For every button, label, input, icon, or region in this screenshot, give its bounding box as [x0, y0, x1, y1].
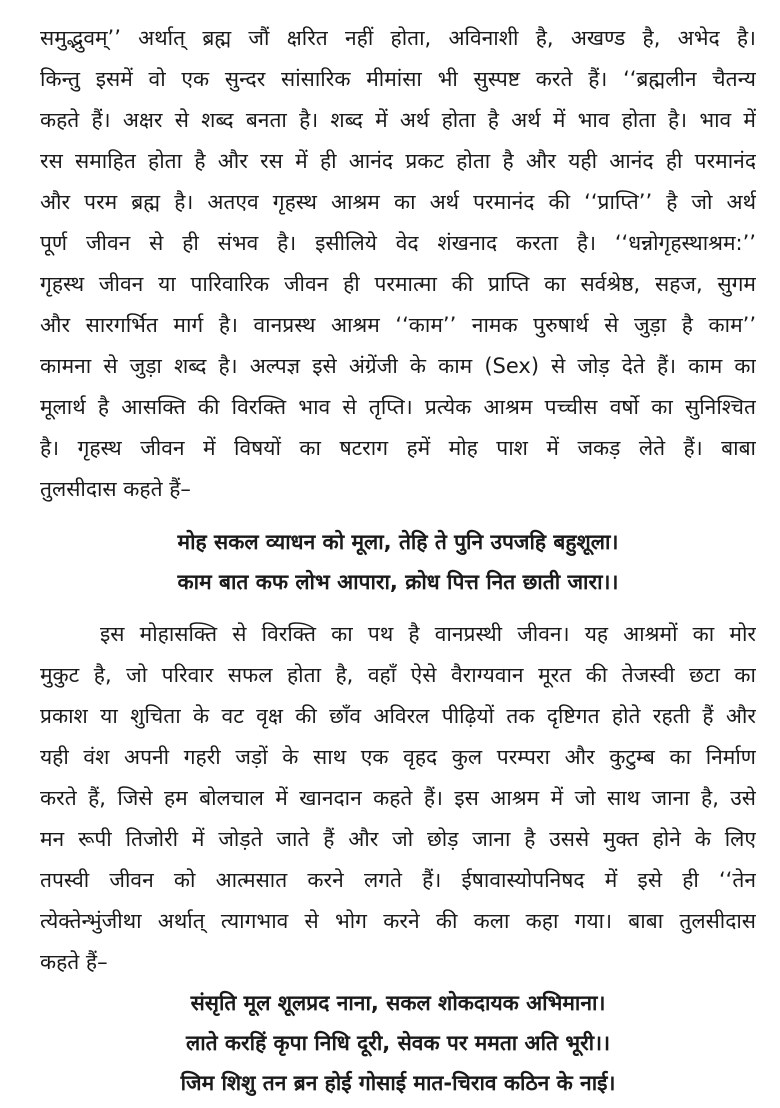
verse-line: संसृति मूल शूलप्रद नाना, सकल शोकदायक अभिमाना।	[190, 991, 606, 1015]
text-line: मूलार्थ है आसक्ति की विरक्ति भाव से तृप्ति। प्रत्येक आश्रम पच्चीस वर्षो का सुनिश्चित	[40, 395, 756, 419]
verse-line: जिम शिशु तन ब्रन होई गोसाई मात-चिराव कठिन के नाई।	[180, 1071, 616, 1095]
verse-block-1	[40, 522, 756, 602]
text-line: मन रूपी तिजोरी में जोड़ते जाते हैं और जो छोड़ जाना है उससे मुक्त होने के लिए	[40, 827, 756, 851]
text-line: और परम ब्रह्म है। अतएव गृहस्थ आश्रम का अर्थ परमानंद की ‘‘प्राप्ति’’ है जो अर्थ	[40, 190, 756, 214]
verse-line: लाते करहिं कृपा निधि दूरी, सेवक पर ममता अति भूरी।।	[185, 1031, 611, 1055]
text-line: गृहस्थ जीवन या पारिवारिक जीवन ही परमात्मा की प्राप्ति का सर्वश्रेष्ठ, सहज, सुगम	[40, 272, 756, 296]
document-page	[40, 18, 756, 1103]
text-line: तपस्वी जीवन को आत्मसात करने लगते हैं। ईषावास्योपनिषद में इसे ही ‘‘तेन	[40, 868, 756, 892]
text-line: और सारगर्भित मार्ग है। वानप्रस्थ आश्रम ‘‘काम’’ नामक पुरुषार्थ से जुड़ा है काम’’	[40, 313, 756, 337]
text-line: कहते हैं। अक्षर से शब्द बनता है। शब्द में अर्थ होता है अर्थ में भाव होता है। भाव में	[40, 108, 756, 132]
text-line: रस समाहित होता है और रस में ही आनंद प्रकट होता है और यही आनंद ही परमानंद	[40, 149, 756, 173]
text-line: मुकुट है, जो परिवार सफल होता है, वहाँ ऐसे वैराग्यवान मूरत की तेजस्वी छटा का	[40, 663, 756, 687]
text-line: है। गृहस्थ जीवन में विषयों का षटराग हमें मोह पाश में जकड़ लेते हैं। बाबा	[40, 436, 756, 460]
text-line: कहते हैं–	[40, 950, 108, 974]
text-line: यही वंश अपनी गहरी जड़ों के साथ एक वृहद कुल परम्परा और कुटुम्ब का निर्माण	[40, 745, 756, 769]
paragraph-1	[40, 18, 756, 510]
text-line: पूर्ण जीवन से ही संभव है। इसीलिये वेद शंखनाद करता है। ‘‘धन्नोगृहस्थाश्रम:’’	[40, 231, 756, 255]
paragraph-2	[40, 614, 756, 983]
text-line: समुद्भुवम्’’ अर्थात् ब्रह्म जौं क्षरित नहीं होता, अविनाशी है, अखण्ड है, अभेद है।	[40, 26, 756, 50]
text-line: त्येक्तेन्भुंजीथा अर्थात् त्यागभाव से भोग करने की कला कहा गया। बाबा तुलसीदास	[40, 909, 756, 933]
text-line: किन्तु इसमें वो एक सुन्दर सांसारिक मीमांसा भी सुस्पष्ट करते हैं। ‘‘ब्रह्मलीन चैतन्य	[40, 67, 756, 91]
verse-line: काम बात कफ लोभ आपारा, क्रोध पित्त नित छाती जारा।।	[177, 570, 619, 594]
text-line: इस मोहासक्ति से विरक्ति का पथ है वानप्रस्थी जीवन। यह आश्रमों का मोर	[100, 622, 756, 646]
text-line: करते हैं, जिसे हम बोलचाल में खानदान कहते हैं। इस आश्रम में जो साथ जाना है, उसे	[40, 786, 756, 810]
text-line: कामना से जुड़ा शब्द है। अल्पज्ञ इसे अंग्रेंजी के काम (Sex) से जोड़ देते हैं। काम का	[40, 354, 756, 378]
text-line: प्रकाश या शुचिता के वट वृक्ष की छाँव अविरल पीढ़ियों तक दृष्टिगत होते रहती हैं और	[40, 704, 756, 728]
verse-block-2	[40, 983, 756, 1103]
verse-line: मोह सकल व्याधन को मूला, तेहि ते पुनि उपजहि बहुशूला।	[177, 530, 619, 554]
text-line: तुलसीदास कहते हैं–	[40, 477, 191, 501]
